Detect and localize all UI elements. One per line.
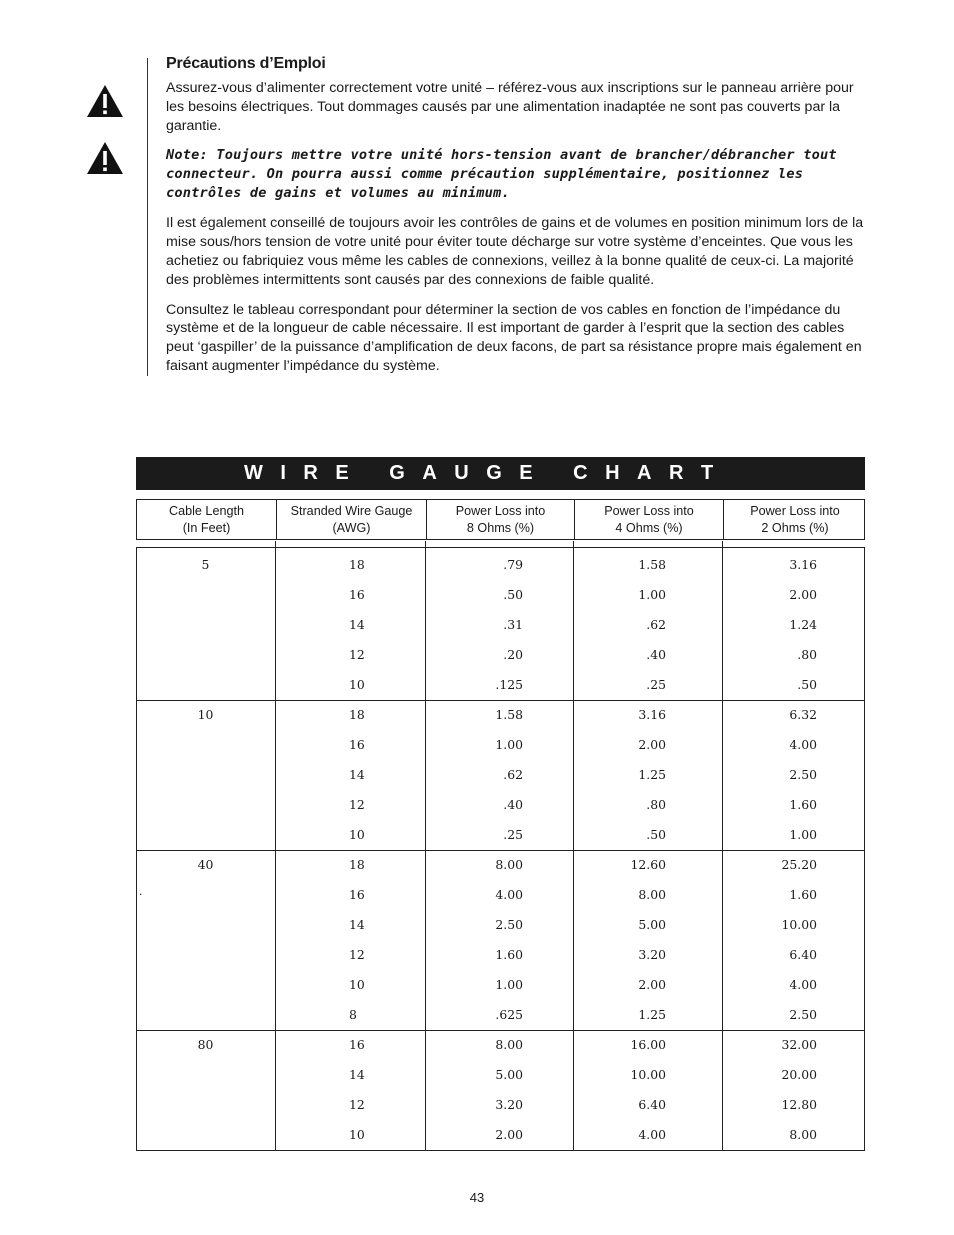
power-loss-cell: 1.58 xyxy=(638,557,666,572)
stray-mark: . xyxy=(139,884,143,898)
table-header xyxy=(136,499,865,540)
awg-cell: 14 xyxy=(349,617,365,632)
awg-cell: 16 xyxy=(349,737,365,752)
column-header-line: Power Loss into xyxy=(455,504,546,518)
column-header-line: 2 Ohms (%) xyxy=(761,520,829,535)
power-loss-cell: 3.16 xyxy=(789,557,817,572)
power-loss-cell: 32.00 xyxy=(781,1037,817,1052)
column-header xyxy=(426,500,574,539)
margin-rule xyxy=(147,58,148,376)
column-header-line: Stranded Wire Gauge xyxy=(290,504,413,518)
power-loss-cell: 1.24 xyxy=(789,617,817,632)
power-loss-cell: .20 xyxy=(503,647,523,662)
awg-cell: 10 xyxy=(349,827,365,842)
awg-cell: 12 xyxy=(349,797,365,812)
awg-cell: 14 xyxy=(349,767,365,782)
power-loss-cell: 4.00 xyxy=(638,1127,666,1142)
power-loss-cell: .40 xyxy=(646,647,666,662)
power-loss-cell: 2.00 xyxy=(638,977,666,992)
power-loss-cell: 1.00 xyxy=(789,827,817,842)
awg-cell: 16 xyxy=(349,1037,365,1052)
power-loss-cell: 8.00 xyxy=(638,887,666,902)
power-loss-cell: .25 xyxy=(646,677,666,692)
power-loss-cell: .125 xyxy=(495,677,523,692)
precautions-section xyxy=(166,55,872,387)
power-loss-cell: .25 xyxy=(503,827,523,842)
power-loss-cell: .31 xyxy=(503,617,523,632)
awg-cell: 16 xyxy=(349,887,365,902)
column-header-line: (In Feet) xyxy=(182,520,231,535)
column-header-line: Power Loss into xyxy=(604,504,694,518)
awg-cell: 12 xyxy=(349,1097,365,1112)
power-loss-cell: 20.00 xyxy=(781,1067,817,1082)
column-header-line: 4 Ohms (%) xyxy=(615,520,683,535)
column-header-line: (AWG) xyxy=(332,520,371,535)
awg-cell: 18 xyxy=(349,557,365,572)
power-loss-cell: 8.00 xyxy=(495,1037,523,1052)
awg-cell: 10 xyxy=(349,677,365,692)
power-loss-cell: 8.00 xyxy=(495,857,523,872)
power-loss-cell: 25.20 xyxy=(781,857,817,872)
cable-length-cell: 5 xyxy=(201,557,210,572)
power-loss-cell: 2.50 xyxy=(495,917,523,932)
power-loss-cell: 6.40 xyxy=(638,1097,666,1112)
power-loss-cell: 6.32 xyxy=(789,707,817,722)
power-loss-cell: .50 xyxy=(503,587,523,602)
column-header-line: Power Loss into xyxy=(750,504,840,518)
power-loss-cell: 2.00 xyxy=(789,587,817,602)
power-loss-cell: 5.00 xyxy=(495,1067,523,1082)
paragraph-cables: Consultez le tableau correspondant pour déterminer la section de vos cables en fonction de l’impédance du système et de la longueur de cable nécessaire. Il est important de garder à l’esprit que la section des cables peut ‘gaspiller’ de la puissance d’amplification de deux facons, de part sa résistance propre mais également en faisant augmenter l’impédance du système. xyxy=(166,301,862,374)
paragraph-gains: Il est également conseillé de toujours avoir les contrôles de gains et de volumes en position minimum lors de la mise sous/hors tension de votre unité pour éviter toute décharge sur votre système d’enceintes. Que vous les achetiez ou fabriquiez vous même les cables de connexions, veillez à la bonne qualité de ceux-ci. La majorité des problèmes intermittents sont causés par des connexions de faible qualité. xyxy=(166,215,864,288)
awg-cell: 14 xyxy=(349,1067,365,1082)
power-loss-cell: 1.00 xyxy=(495,977,523,992)
power-loss-cell: 5.00 xyxy=(638,917,666,932)
power-loss-cell: 4.00 xyxy=(789,737,817,752)
power-loss-cell: 10.00 xyxy=(781,917,817,932)
awg-cell: 10 xyxy=(349,977,365,992)
column-header xyxy=(137,500,276,539)
power-loss-cell: 3.20 xyxy=(495,1097,523,1112)
power-loss-cell: 8.00 xyxy=(789,1127,817,1142)
power-loss-cell: 1.60 xyxy=(495,947,523,962)
column-header-line: 8 Ohms (%) xyxy=(466,520,535,535)
power-loss-cell: 1.60 xyxy=(789,887,817,902)
awg-cell: 16 xyxy=(349,587,365,602)
column-header xyxy=(574,500,723,539)
power-loss-cell: 3.20 xyxy=(638,947,666,962)
power-loss-cell: 2.00 xyxy=(638,737,666,752)
column-header xyxy=(276,500,426,539)
power-loss-cell: 4.00 xyxy=(789,977,817,992)
power-loss-cell: .50 xyxy=(797,677,817,692)
power-loss-cell: 3.16 xyxy=(638,707,666,722)
page-number: 43 xyxy=(469,1190,485,1205)
paragraph-power: Assurez-vous d’alimenter correctement votre unité – référez-vous aux inscriptions sur le panneau arrière pour les besoins électriques. Tout dommages causés par une alimentation inadaptée ne sont pas couverts par la garantie. xyxy=(166,80,854,134)
warning-triangle-icon xyxy=(86,84,124,118)
cable-length-cell: 10 xyxy=(197,707,214,722)
power-loss-cell: .50 xyxy=(646,827,666,842)
awg-cell: 8 xyxy=(349,1007,357,1022)
power-loss-cell: 6.40 xyxy=(789,947,817,962)
power-loss-cell: .62 xyxy=(646,617,666,632)
power-loss-cell: .80 xyxy=(646,797,666,812)
power-loss-cell: 16.00 xyxy=(630,1037,666,1052)
awg-cell: 12 xyxy=(349,947,365,962)
power-loss-cell: 1.60 xyxy=(789,797,817,812)
power-loss-cell: 10.00 xyxy=(630,1067,666,1082)
wire-gauge-table xyxy=(136,547,865,1151)
awg-cell: 18 xyxy=(349,857,365,872)
power-loss-cell: 2.00 xyxy=(495,1127,523,1142)
power-loss-cell: 1.00 xyxy=(495,737,523,752)
power-loss-cell: 12.60 xyxy=(630,857,666,872)
awg-cell: 12 xyxy=(349,647,365,662)
column-header-line: Cable Length xyxy=(169,504,244,518)
power-loss-cell: 1.00 xyxy=(638,587,666,602)
power-loss-cell: 12.80 xyxy=(781,1097,817,1112)
cable-length-cell: 80 xyxy=(197,1037,214,1052)
power-loss-cell: 1.25 xyxy=(638,1007,666,1022)
awg-cell: 10 xyxy=(349,1127,365,1142)
power-loss-cell: .625 xyxy=(495,1007,523,1022)
awg-cell: 18 xyxy=(349,707,365,722)
power-loss-cell: 2.50 xyxy=(789,767,817,782)
note-paragraph: Note: Toujours mettre votre unité hors-tension avant de brancher/débrancher tout connecteur. On pourra aussi comme précaution supplémentaire, positionnez les contrôles de gains et volumes au minimum. xyxy=(166,147,837,202)
cable-length-cell: 40 xyxy=(197,857,214,872)
power-loss-cell: 2.50 xyxy=(789,1007,817,1022)
power-loss-cell: 1.58 xyxy=(495,707,523,722)
power-loss-cell: .79 xyxy=(503,557,523,572)
section-heading: Précautions d’Emploi xyxy=(166,55,326,72)
awg-cell: 14 xyxy=(349,917,365,932)
power-loss-cell: 4.00 xyxy=(495,887,523,902)
power-loss-cell: 1.25 xyxy=(638,767,666,782)
power-loss-cell: .80 xyxy=(797,647,817,662)
warning-triangle-icon xyxy=(86,141,124,175)
power-loss-cell: .62 xyxy=(503,767,523,782)
column-header xyxy=(723,500,866,539)
chart-title: WIRE GAUGE CHART xyxy=(136,457,865,490)
power-loss-cell: .40 xyxy=(503,797,523,812)
